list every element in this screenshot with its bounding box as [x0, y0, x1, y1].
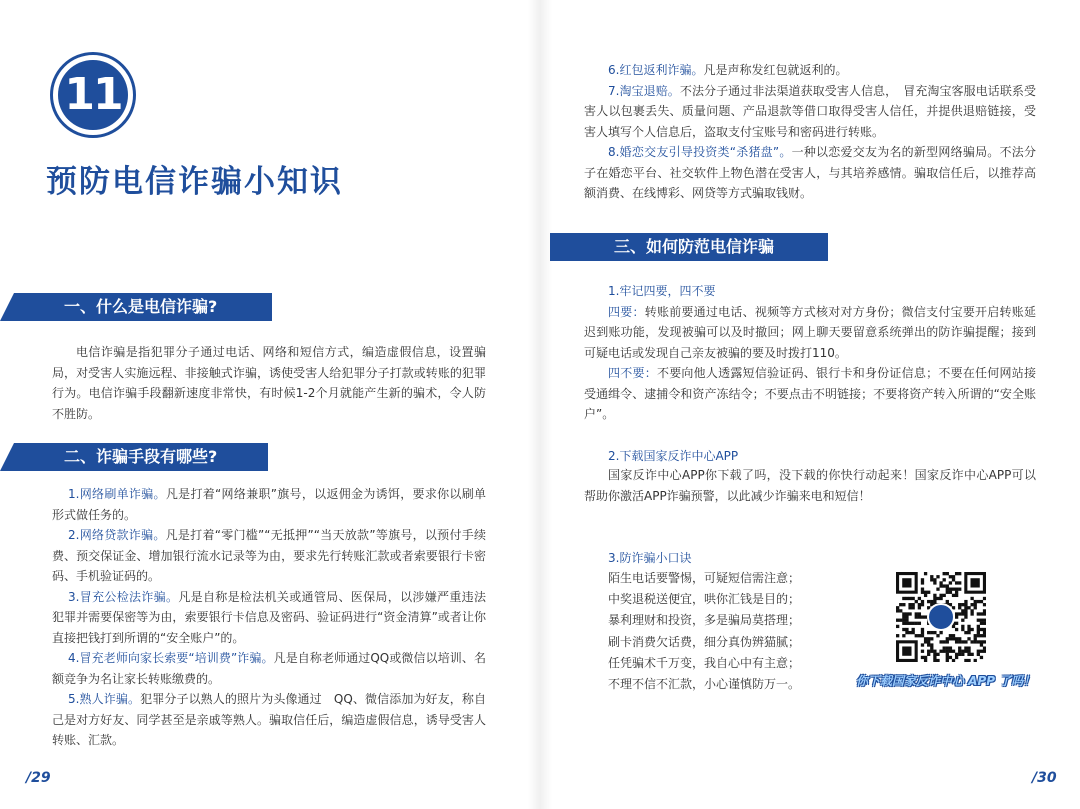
- list-item: [52, 648, 486, 689]
- four-do-label: 四要：: [608, 304, 645, 319]
- list-item: [52, 525, 486, 587]
- item-label: 4.冒充老师向家长索要“培训费”诈骗。: [68, 651, 274, 665]
- page-title: 预防电信诈骗小知识: [46, 164, 343, 200]
- item-label: 3.冒充公检法诈骗。: [68, 589, 179, 604]
- rhyme-line: 不理不信不汇款，小心谨慎防万一。: [608, 677, 801, 692]
- list-item: [52, 587, 486, 649]
- book-gutter: [528, 0, 552, 809]
- section1-paragraph: 电信诈骗是指犯罪分子通过电话、网络和短信方式，编造虚假信息，设置骗局，对受害人实施远程、非接触式诈骗，诱使受害人给犯罪分子打款或转账的犯罪行为。电信诈骗手段翻新速度非常快，有时候1-2个月就能产生新的骗术，令人防不胜防。: [52, 345, 486, 421]
- rhyme-line: 中奖退税送便宜，哄你汇钱是目的；: [608, 592, 801, 607]
- methods-list-left: [52, 484, 486, 751]
- methods-list-right: [584, 60, 1036, 204]
- four-rules: [584, 281, 1036, 425]
- item-text: 凡是自称老师通过QQ或微信以培训、名额竞争为名让家长转账缴费的。: [52, 651, 486, 686]
- page-number-right: /30: [1032, 770, 1057, 786]
- anti-fraud-rhyme: [608, 568, 838, 695]
- item-text: 一种以恋爱交友为名的新型网络骗局。不法分子在婚恋平台、社交软件上物色潜在受害人，与其培养感情。骗取信任后，以推荐高额消费、在线博彩、网贷等方式骗取钱财。: [584, 145, 1036, 200]
- item-label: 2.网络贷款诈骗。: [68, 528, 166, 542]
- section-header-prevention: 三、如何防范电信诈骗: [550, 233, 828, 261]
- list-item: [52, 689, 486, 751]
- qr-code-icon[interactable]: [896, 572, 986, 662]
- list-item: [584, 60, 1036, 81]
- list-item: [584, 81, 1036, 143]
- item-label: 1.网络刷单诈骗。: [68, 487, 166, 501]
- rhyme-line: 暴利理财和投资，多是骗局莫搭理；: [608, 613, 801, 628]
- four-dont-text: 不要向他人透露短信验证码、银行卡和身份证信息；不要在任何网站接受通缉令、逮捕令和资产冻结令；不要点击不明链接；不要将资产转入所谓的“安全账户”。: [584, 366, 1036, 421]
- app-paragraph: 国家反诈中心APP你下载了吗，没下载的你快行动起来！国家反诈中心APP可以帮助你激活APP诈骗预警，以此减少诈骗来电和短信！: [584, 468, 1036, 503]
- item-label: 5.熟人诈骗。: [68, 692, 141, 706]
- anti-fraud-logo-icon: [927, 603, 955, 631]
- item-text: 不法分子通过非法渠道获取受害人信息， 冒充淘宝客服电话联系受害人以包裹丢失、质量问题、产品退款等借口取得受害人信任，并提供退赔链接，受害人填写个人信息后，盗取支付宝账号和密码进行转账。: [584, 83, 1036, 139]
- chapter-number: 11: [58, 60, 128, 130]
- rhyme-line: 刷卡消费欠话费，细分真伪辨猫腻；: [608, 634, 801, 649]
- chapter-badge: [50, 52, 136, 138]
- subsection-title-rhyme: 3.防诈骗小口诀: [608, 551, 692, 565]
- item-text: 凡是打着“零门槛”“无抵押”“当天放款”等旗号，以预付手续费、预交保证金、增加银行流水记录等为由，要求先行转账汇款或者索要银行卡密码、手机验证码的。: [52, 528, 486, 583]
- list-item: [584, 142, 1036, 204]
- item-label: 7.淘宝退赔。: [608, 83, 680, 98]
- four-dont: [584, 363, 1036, 425]
- four-dont-label: 四不要：: [608, 366, 657, 380]
- list-item: [52, 484, 486, 525]
- rhyme-line: 陌生电话要警惕，可疑短信需注意；: [608, 571, 801, 585]
- section-header-what-is: 一、什么是电信诈骗?: [0, 293, 272, 321]
- subsection-title: 1.牢记四要，四不要: [608, 284, 716, 298]
- item-text: 凡是自称是检法机关或通管局、医保局，以涉嫌严重违法犯罪并需要保密等为由，索要银行卡信息及密码、验证码进行“资金清算”或者让你直接把钱打到所谓的“安全账户”的。: [52, 589, 486, 645]
- item-label: 6.红包返利诈骗。: [608, 63, 704, 77]
- four-do: [584, 302, 1036, 364]
- item-text: 犯罪分子以熟人的照片为头像通过 QQ、微信添加为好友，称自己是对方好友、同学甚至是亲戚等熟人。骗取信任后，编造虚假信息，诱导受害人转账、汇款。: [52, 692, 486, 747]
- four-do-text: 转账前要通过电话、视频等方式核对对方身份；微信支付宝要开启转账延迟到账功能，发现被骗可以及时撤回；网上聊天要留意系统弹出的防诈骗提醒；接到可疑电话或发现自己亲友被骗的要及时拨打110。: [584, 304, 1036, 360]
- subsection-title-app: 2.下载国家反诈中心APP: [608, 449, 739, 463]
- section-header-methods: 二、诈骗手段有哪些?: [0, 443, 268, 471]
- rhyme-line: 任凭骗术千万变，我自心中有主意；: [608, 655, 801, 670]
- qr-caption: 你下载国家反诈中心 APP 了吗！: [856, 674, 1036, 688]
- page-number-left: /29: [26, 770, 51, 786]
- item-text: 凡是打着“网络兼职”旗号，以返佣金为诱饵，要求你以刷单形式做任务的。: [52, 487, 487, 522]
- item-label: 8.婚恋交友引导投资类“杀猪盘”。: [608, 145, 792, 159]
- item-text: 凡是声称发红包就返利的。: [703, 63, 848, 77]
